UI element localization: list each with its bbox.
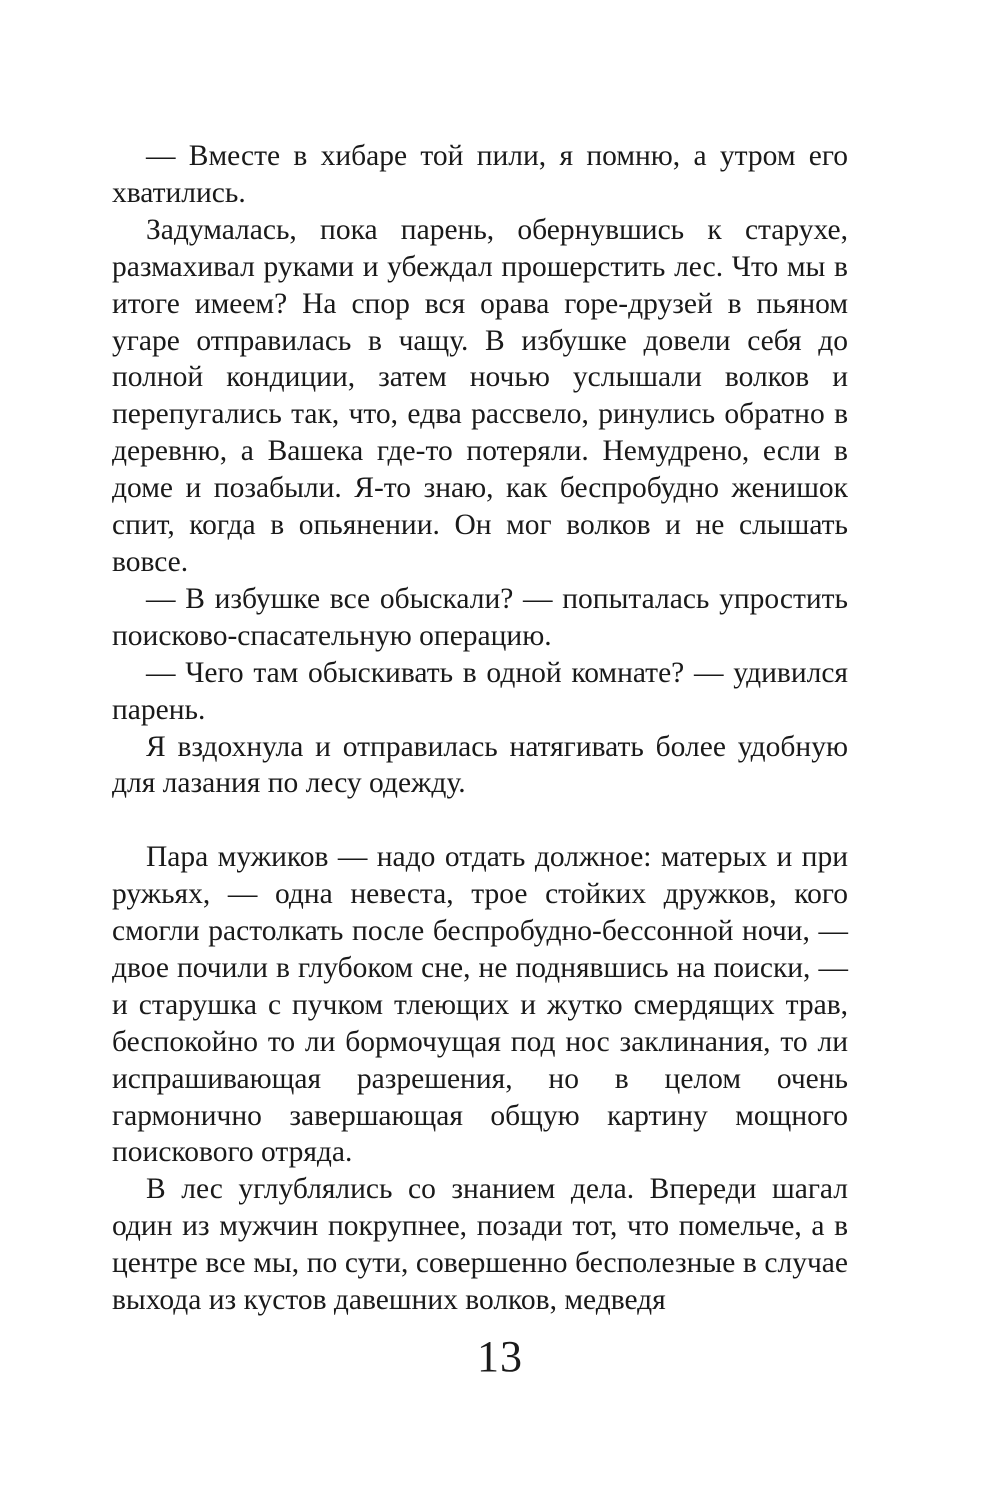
body-text <box>112 138 848 1319</box>
paragraph: — В избушке все обыскали? — попыталась упростить поисково-спасательную операцию. <box>112 582 848 652</box>
paragraph: Пара мужиков — надо отдать должное: матерых и при ружьях, — одна невеста, трое стойких дружков, кого смогли растолкать после беспробудно-бессонной ночи, — двое почили в глубоком сне, не поднявшись на поиски, — и старушка с пучком тлеющих и жутко смердящих трав, беспокойно то ли бормочущая под нос заклинания, то ли испрашивающая разрешения, но в целом очень гармонично завершающая общую картину мощного поискового отряда. <box>112 841 848 1169</box>
paragraph: — Вместе в хибаре той пили, я помню, а утром его хватились. <box>112 140 848 209</box>
paragraph: Я вздохнула и отправилась натягивать более удобную для лазания по лесу одежду. <box>112 730 848 800</box>
page-number: 13 <box>477 1332 523 1381</box>
paragraph: — Чего там обыскивать в одной комнате? — удивился парень. <box>112 656 848 726</box>
paragraph: Задумалась, пока парень, обернувшись к старухе, размахивал руками и убеждал прошерстить лес. Что мы в итоге имеем? На спор вся орава горе-друзей в пьяном угаре отправилась в чащу. В избушке довели себя до полной кондиции, затем ночью услышали волков и перепугались так, что, едва рассвело, ринулись обратно в деревню, а Вашека где-то потеряли. Немудрено, если в доме и позабыли. Я-то знаю, как беспробудно женишок спит, когда в опьянении. Он мог волков и не слышать вовсе. <box>112 213 848 578</box>
paragraph: В лес углублялись со знанием дела. Впереди шагал один из мужчин покрупнее, позади тот, что помельче, а в центре все мы, по сути, совершенно бесполезные в случае выхода из кустов давешних волков, медведя <box>112 1173 848 1317</box>
